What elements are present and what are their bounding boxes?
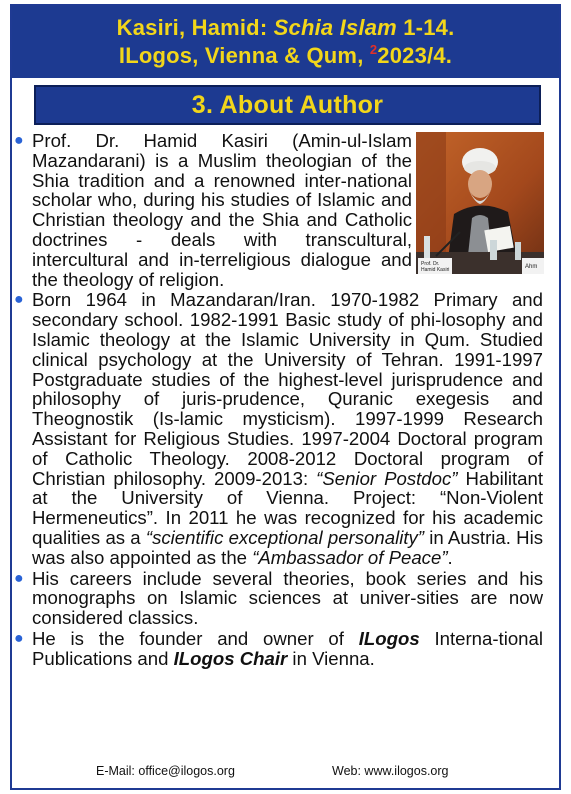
bullet-icon: ● [14,629,24,647]
header-line-1 [12,14,559,42]
bio-intro: Prof. Dr. Hamid Kasiri (Amin-ul-Islam Mazandarani) is a Muslim theologian of the Shia tradition and a renowned inter-national scholar who, during his studies of Islamic and Christian theology and the Shia and Catholic doctrines - deals with transcultural, intercultural and in-terreligious dialogue and the theology of religion. [32,130,412,290]
header-line-2 [12,42,559,70]
header-author: Kasiri, Hamid: [116,15,274,40]
brand-name: ILogos Chair [173,647,288,669]
nameplate-name: Hamid Kasiri [421,267,450,273]
bio-career-text: Born 1964 in Mazandaran/Iran. 1970-1982 Primary and secondary school. 1982-1991 Basic study of phi-losophy and Islamic theology at the Islamic University in Qum. Studied clinical psychology at the University of Tehran. 1991-1997 Postgraduate studies of the highest-level jurisprudence and philosophy of juris-prudence, Quranic exegesis and Theognostik (Is-lamic mysticism). 1997-1999 Research Assistant for Religious Studies. 1997-2004 Doctoral program of Catholic Theology. 2008-2012 Doctoral program of Christian philosophy. 2009-2013: [32,289,543,489]
bio-works: His careers include several theories, book series and his monographs on Islamic sciences at univer-sities are now considered classics. [32,567,543,629]
list-item [12,569,543,628]
bullet-icon: ● [14,132,24,149]
bio-career-text: Habilitant at the University of Vienna. Project: “Non-Violent Hermeneutics”. In 2011 he was recognized for his academic qualities as a [32,467,544,548]
author-bio [12,131,543,670]
bio-career-text: in Austria. His was also appointed as the [32,526,544,568]
bio-founder-text: He is the founder and owner of [32,627,359,649]
nameplate-title: Prof. Dr. [421,261,440,267]
footer-web[interactable]: Web: www.ilogos.org [332,764,449,778]
nameplate-right: Ahm [525,264,538,270]
header-banner [12,6,559,78]
list-item [12,629,543,669]
header-publisher: ILogos, Vienna & Qum, [118,43,370,68]
list-item [12,131,412,289]
header-volumes: 1-14. [396,15,455,40]
bio-career-text: . [447,546,453,568]
bullet-icon: ● [14,291,24,309]
header-year: 2023/4. [377,43,453,68]
bio-quote: “Senior Postdoc” [316,467,458,489]
bullet-icon: ● [14,569,24,587]
brand-name: ILogos [358,627,420,649]
list-item [12,290,543,567]
bio-quote: “Ambassador of Peace” [252,546,448,568]
header-book-title: Schia Islam [273,15,397,40]
header-edition: 2 [369,42,378,57]
section-title: 3. About Author [34,85,541,125]
bio-founder-text: in Vienna. [287,647,375,669]
bio-founder-text: Interna-tional Publications and [32,627,543,669]
bio-quote: “scientific exceptional personality” [145,526,424,548]
footer-email[interactable]: E-Mail: office@ilogos.org [96,764,235,778]
